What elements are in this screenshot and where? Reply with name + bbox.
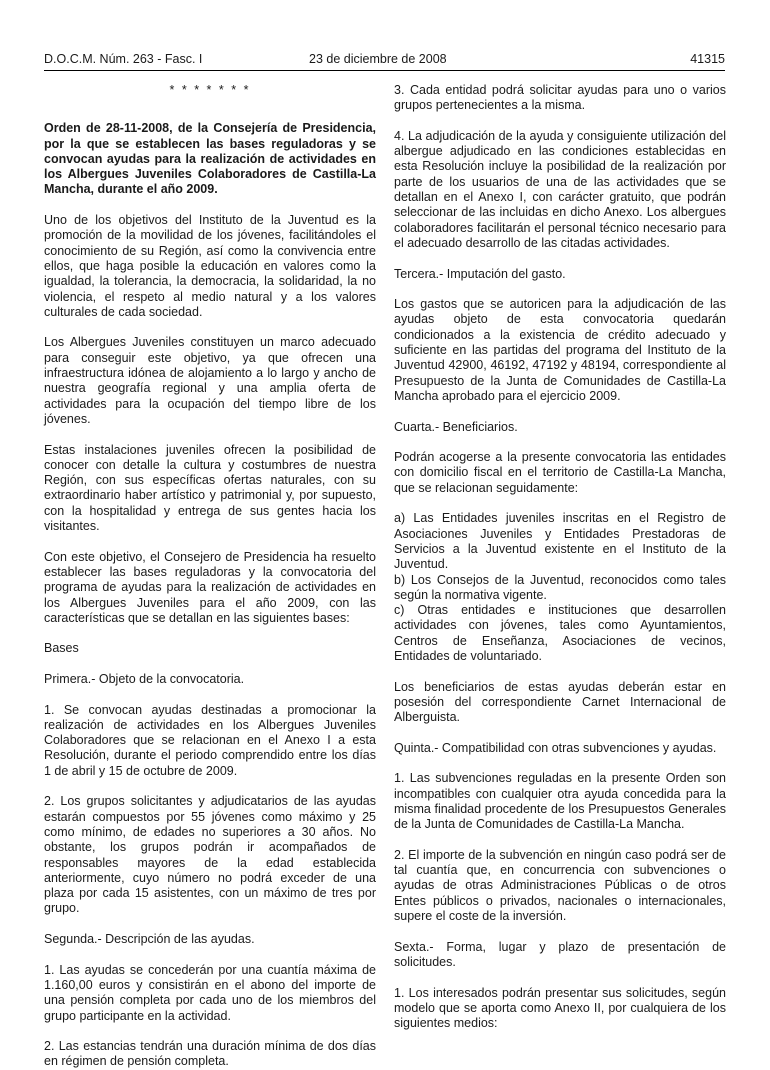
section-heading: Segunda.- Descripción de las ayudas. [44,932,255,947]
paragraph: 3. Cada entidad podrá solicitar ayudas para uno o varios grupos pertenecientes a la misma. [394,83,726,113]
left-column [44,83,376,1070]
paragraph: 1. Se convocan ayudas destinadas a promocionar la realización de actividades en los Albergues Juveniles Colaboradores que se relacionan en el Anexo I a esta Resolución, durante el periodo comprendido entre los días 1 de abril y 15 de octubre de 2009. [44,702,376,778]
paragraph: 4. La adjudicación de la ayuda y consiguiente utilización del albergue adjudicado en las condiciones establecidas en esta Resolución incluye la posibilidad de la realización por parte de los usuarios de una de las actividades que se detallan en el Anexo I, con carácter gratuito, que podrán seleccionar de las incluidas en dicho Anexo. Los albergues colaboradores facilitarán el personal técnico necesario para el adecuado desarrollo de las citadas actividades. [394,128,726,250]
paragraph: Estas instalaciones juveniles ofrecen la posibilidad de conocer con detalle la cultura y costumbres de nuestra Región, con sus específicas ofertas naturales, con su extraordinario haber artístico y patrimonial y, por supuesto, con la hospitalidad y entrega de sus gentes hacia los visitantes. [44,442,376,534]
header-rule [44,70,725,71]
section-heading: Sexta.- Forma, lugar y plazo de presentación de solicitudes. [394,939,726,969]
journal-reference: D.O.C.M. Núm. 263 - Fasc. I [44,52,203,66]
page-header [44,51,725,69]
section-heading: Quinta.- Compatibilidad con otras subvenciones y ayudas. [394,740,717,755]
paragraph: Los beneficiarios de estas ayudas deberán estar en posesión del correspondiente Carnet Internacional de Alberguista. [394,679,726,725]
paragraph: Uno de los objetivos del Instituto de la Juventud es la promoción de la movilidad de los jóvenes, facilitándoles el conocimiento de su Región, así como la convivencia entre ellos, que haga posible la educación en valores como la igualdad, la tolerancia, la democracia, la solidaridad, la no violencia, el respeto al medio natural y a los valores culturales de cada sociedad. [44,213,376,319]
section-heading: Cuarta.- Beneficiarios. [394,419,518,434]
publication-date: 23 de diciembre de 2008 [309,52,447,66]
paragraph: 2. Las estancias tendrán una duración mínima de dos días en régimen de pensión completa. [44,1039,376,1069]
paragraph: Los Albergues Juveniles constituyen un marco adecuado para conseguir este objetivo, ya que ofrecen una infraestructura idónea de alojamiento a lo largo y ancho de nuestra geografía regional y una amplia oferta de actividades para la ocupación del tiempo libre de los jóvenes. [44,335,376,426]
paragraph: Con este objetivo, el Consejero de Presidencia ha resuelto establecer las bases reguladoras y la convocatoria del programa de ayudas para la realización de actividades en los Albergues Juveniles para el año 2009, con las características que se detallan en las siguientes bases: [44,549,376,625]
list-item: a) Las Entidades juveniles inscritas en el Registro de Asociaciones Juveniles y Entidades Prestadoras de Servicios a la Juventud existente en el Instituto de la Juventud. [394,511,726,572]
list-item: b) Los Consejos de la Juventud, reconocidos como tales según la normativa vigente. [394,572,726,602]
paragraph: 2. El importe de la subvención en ningún caso podrá ser de tal cuantía que, en concurrencia con subvenciones o ayudas de otras Administraciones Públicas o de otros Entes públicos o privados, nacionales o internacionales, supere el coste de la inversión. [394,847,726,924]
paragraph: 1. Los interesados podrán presentar sus solicitudes, según modelo que se aporta como Anexo II, por cualquiera de los siguientes medios: [394,985,726,1031]
paragraph: 2. Los grupos solicitantes y adjudicatarios de las ayudas estarán compuestos por 55 jóvenes como máximo y 25 como mínimo, de edades no superiores a 30 años. No obstante, los grupos podrán ir acompañados de responsables mayores de la edad establecida anteriormente, cuyo número no podrá exceder de una plaza por cada 15 asistentes, con un máximo de tres por grupo. [44,794,376,916]
paragraph: 1. Las ayudas se concederán por una cuantía máxima de 1.160,00 euros y consistirán en el abono del importe de una pensión completa por cada uno de los miembros del grupo participante en la actividad. [44,962,376,1023]
list-item: c) Otras entidades e instituciones que desarrollen actividades con jóvenes, tales como Ayuntamientos, Centros de Enseñanza, Asociaciones de vecinos, Entidades de voluntariado. [394,603,726,663]
paragraph: Podrán acogerse a la presente convocatoria las entidades con domicilio fiscal en el territorio de Castilla-La Mancha, que se relacionan seguidamente: [394,450,726,495]
section-heading: Bases [44,641,79,656]
right-column [394,83,726,1031]
section-heading: Tercera.- Imputación del gasto. [394,266,566,281]
section-heading: Primera.- Objeto de la convocatoria. [44,671,245,686]
paragraph: Los gastos que se autoricen para la adjudicación de las ayudas objeto de esta convocatoria quedarán condicionados a la existencia de crédito adecuado y suficiente en las partidas del programa del Instituto de la Juventud 42900, 46192, 47192 y 48194, correspondiente al Presupuesto de la Junta de Comunidades de Castilla-La Mancha aprobado para el ejercicio 2009. [394,297,726,403]
paragraph: 1. Las subvenciones reguladas en la presente Orden son incompatibles con cualquier otra ayuda concedida para la misma finalidad procedente de los Presupuestos Generales de la Junta de Comunidades de Castilla-La Mancha. [394,771,726,832]
section-separator: * * * * * * * [169,83,251,97]
page-number: 41315 [690,52,725,66]
order-title: Orden de 28-11-2008, de la Consejería de Presidencia, por la que se establecen las bases reguladoras y se convocan ayudas para la realización de actividades en los Albergues Juveniles Colaboradores de Castilla-La Mancha, durante el año 2009. [44,121,376,197]
